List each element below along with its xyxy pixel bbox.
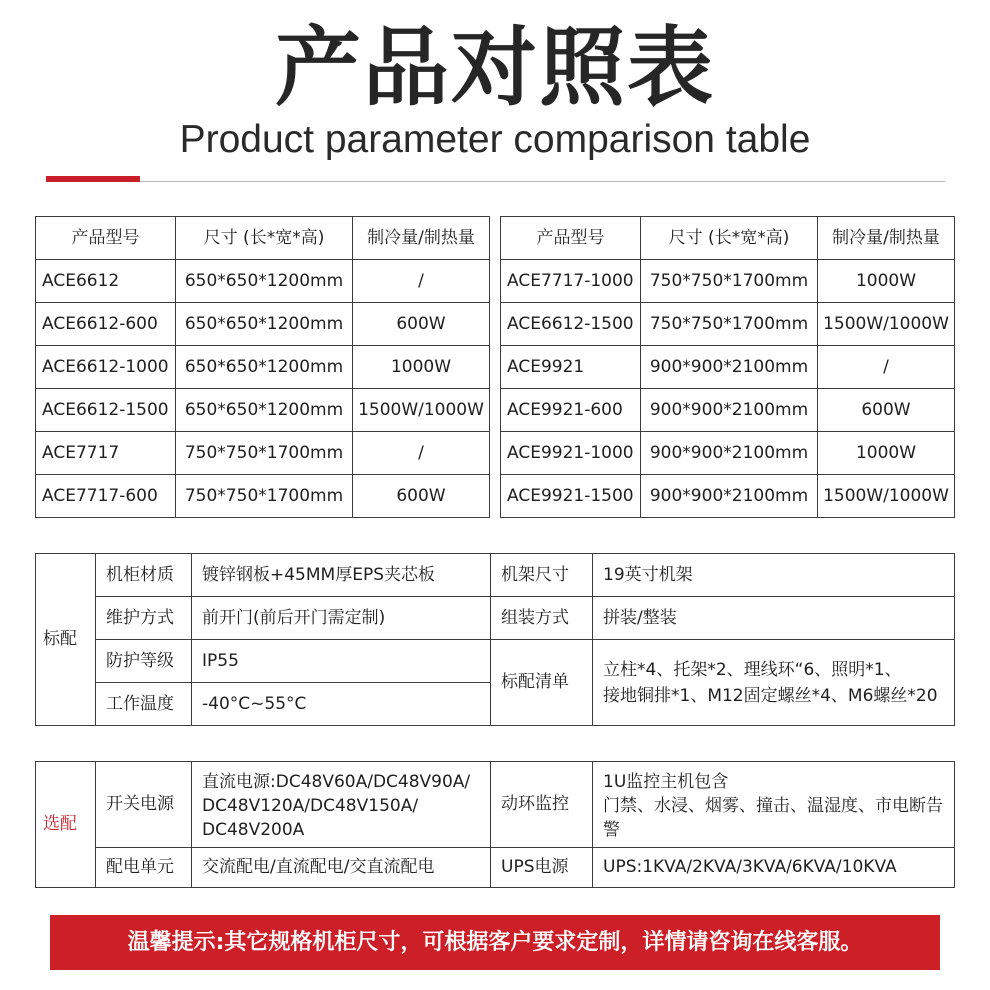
title-divider bbox=[46, 181, 945, 182]
table-row bbox=[501, 303, 955, 346]
size-cell: 650*650*1200mm bbox=[176, 389, 353, 432]
checklist-label: 标配清单 bbox=[491, 640, 593, 726]
material-value: 镀锌钢板+45MM厚EPS夹芯板 bbox=[192, 554, 491, 597]
size-cell: 750*750*1700mm bbox=[641, 260, 818, 303]
table-row bbox=[36, 640, 955, 683]
model-cell: ACE9921 bbox=[501, 346, 641, 389]
capacity-cell: / bbox=[353, 260, 490, 303]
model-cell: ACE9921-1000 bbox=[501, 432, 641, 475]
power-value bbox=[192, 762, 491, 848]
power-label: 开关电源 bbox=[96, 762, 192, 848]
page-title: 产品对照表 bbox=[275, 18, 715, 118]
comparison-table-right bbox=[500, 216, 955, 518]
distribution-value: 交流配电/直流配电/交直流配电 bbox=[192, 848, 491, 888]
temperature-value: -40°C~55°C bbox=[192, 683, 491, 726]
standard-group-label: 标配 bbox=[36, 554, 96, 726]
monitor-label: 动环监控 bbox=[491, 762, 593, 848]
table-row bbox=[36, 762, 955, 848]
monitor-value bbox=[593, 762, 955, 848]
model-cell: ACE6612-1500 bbox=[501, 303, 641, 346]
ups-label: UPS电源 bbox=[491, 848, 593, 888]
header-capacity: 制冷量/制热量 bbox=[818, 217, 955, 260]
table-row bbox=[36, 346, 490, 389]
table-row bbox=[36, 475, 490, 518]
assembly-value: 拼装/整装 bbox=[593, 597, 955, 640]
model-cell: ACE6612 bbox=[36, 260, 176, 303]
header-size: 尺寸 (长*宽*高) bbox=[641, 217, 818, 260]
model-cell: ACE7717-1000 bbox=[501, 260, 641, 303]
size-cell: 750*750*1700mm bbox=[176, 475, 353, 518]
assembly-label: 组装方式 bbox=[491, 597, 593, 640]
checklist-line: 立柱*4、托架*2、理线环“6、照明*1、 bbox=[603, 659, 902, 680]
capacity-cell: / bbox=[353, 432, 490, 475]
maintenance-label: 维护方式 bbox=[96, 597, 192, 640]
table-row bbox=[36, 432, 490, 475]
table-row bbox=[36, 389, 490, 432]
size-cell: 650*650*1200mm bbox=[176, 346, 353, 389]
model-cell: ACE9921-600 bbox=[501, 389, 641, 432]
header-size: 尺寸 (长*宽*高) bbox=[176, 217, 353, 260]
table-row bbox=[36, 554, 955, 597]
comparison-table-left bbox=[35, 216, 490, 518]
size-cell: 750*750*1700mm bbox=[641, 303, 818, 346]
table-row bbox=[501, 346, 955, 389]
table-row bbox=[501, 475, 955, 518]
table-row bbox=[36, 597, 955, 640]
power-line: DC48V200A bbox=[202, 820, 305, 840]
monitor-line: 门禁、水浸、烟雾、撞击、温湿度、市电断告警 bbox=[603, 796, 943, 840]
model-cell: ACE6612-600 bbox=[36, 303, 176, 346]
material-label: 机柜材质 bbox=[96, 554, 192, 597]
capacity-cell: 600W bbox=[353, 303, 490, 346]
monitor-line: 1U监控主机包含 bbox=[603, 772, 729, 792]
capacity-cell: 600W bbox=[353, 475, 490, 518]
temperature-label: 工作温度 bbox=[96, 683, 192, 726]
size-cell: 750*750*1700mm bbox=[176, 432, 353, 475]
page-subtitle: Product parameter comparison table bbox=[179, 118, 811, 161]
ups-value: UPS:1KVA/2KVA/3KVA/6KVA/10KVA bbox=[593, 848, 955, 888]
capacity-cell: 1000W bbox=[818, 260, 955, 303]
maintenance-value: 前开门(前后开门需定制) bbox=[192, 597, 491, 640]
size-cell: 900*900*2100mm bbox=[641, 346, 818, 389]
model-cell: ACE6612-1500 bbox=[36, 389, 176, 432]
distribution-label: 配电单元 bbox=[96, 848, 192, 888]
power-line: DC48V120A/DC48V150A/ bbox=[202, 796, 419, 816]
standard-config-table bbox=[35, 553, 955, 726]
table-row bbox=[501, 389, 955, 432]
header-model: 产品型号 bbox=[36, 217, 176, 260]
title-accent-bar bbox=[46, 176, 140, 182]
size-cell: 650*650*1200mm bbox=[176, 303, 353, 346]
table-row bbox=[36, 303, 490, 346]
table-row bbox=[36, 260, 490, 303]
capacity-cell: 1000W bbox=[818, 432, 955, 475]
rack-label: 机架尺寸 bbox=[491, 554, 593, 597]
size-cell: 650*650*1200mm bbox=[176, 260, 353, 303]
size-cell: 900*900*2100mm bbox=[641, 475, 818, 518]
table-row bbox=[36, 848, 955, 888]
customization-notice-banner: 温馨提示:其它规格机柜尺寸，可根据客户要求定制，详情请咨询在线客服。 bbox=[50, 915, 940, 970]
power-line: 直流电源:DC48V60A/DC48V90A/ bbox=[202, 772, 471, 792]
size-cell: 900*900*2100mm bbox=[641, 389, 818, 432]
capacity-cell: 600W bbox=[818, 389, 955, 432]
checklist-value bbox=[593, 640, 955, 726]
table-header-row bbox=[501, 217, 955, 260]
table-row bbox=[501, 260, 955, 303]
protection-label: 防护等级 bbox=[96, 640, 192, 683]
size-cell: 900*900*2100mm bbox=[641, 432, 818, 475]
capacity-cell: 1500W/1000W bbox=[353, 389, 490, 432]
optional-config-table bbox=[35, 761, 955, 888]
protection-value: IP55 bbox=[192, 640, 491, 683]
checklist-line: 接地铜排*1、M12固定螺丝*4、M6螺丝*20 bbox=[603, 685, 938, 706]
model-cell: ACE6612-1000 bbox=[36, 346, 176, 389]
table-header-row bbox=[36, 217, 490, 260]
rack-value: 19英寸机架 bbox=[593, 554, 955, 597]
table-row bbox=[501, 432, 955, 475]
capacity-cell: 1500W/1000W bbox=[818, 475, 955, 518]
model-cell: ACE7717-600 bbox=[36, 475, 176, 518]
capacity-cell: 1500W/1000W bbox=[818, 303, 955, 346]
model-cell: ACE9921-1500 bbox=[501, 475, 641, 518]
capacity-cell: / bbox=[818, 346, 955, 389]
header-capacity: 制冷量/制热量 bbox=[353, 217, 490, 260]
header-model: 产品型号 bbox=[501, 217, 641, 260]
capacity-cell: 1000W bbox=[353, 346, 490, 389]
model-cell: ACE7717 bbox=[36, 432, 176, 475]
optional-group-label: 选配 bbox=[36, 762, 96, 888]
